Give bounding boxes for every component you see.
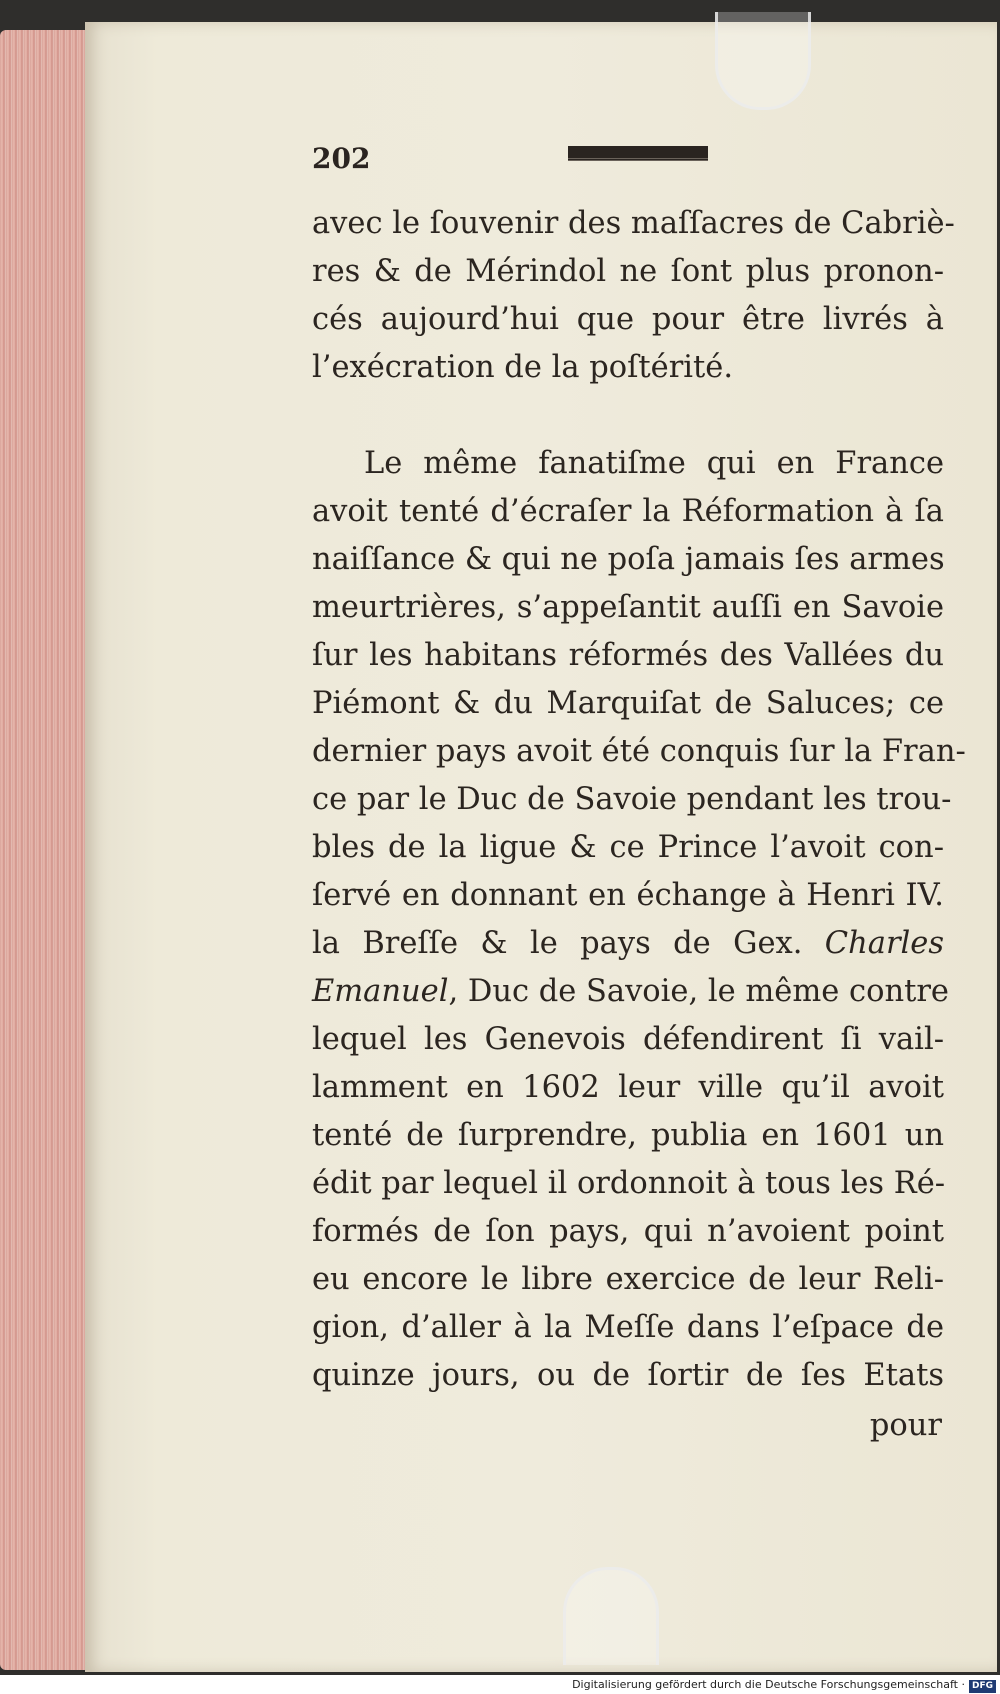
text-line: dernier pays avoit été conquis ſur la Fran- [312,734,966,769]
page-clip-top [715,12,811,110]
text-line: gion, d’aller à la Meſſe dans l’eſpace de [312,1310,944,1345]
text-line: bles de la ligue & ce Prince l’avoit con- [312,830,944,865]
text-line: eu encore le libre exercice de leur Reli- [312,1262,944,1297]
header-ornament [568,146,708,161]
dfg-logo-icon: DFG [969,1680,996,1693]
text-line: ce par le Duc de Savoie pendant les trou- [312,782,952,817]
catchword: pour [869,1408,942,1443]
text-line: tenté de ſurprendre, publia en 1601 un [312,1118,944,1153]
text-line: meurtrières, s’appeſantit auſſi en Savoie [312,590,944,625]
text-line: avec le ſouvenir des maſſacres de Cabriè- [312,206,955,241]
digitization-footer [0,1675,1000,1694]
text-line: Piémont & du Marquiſat de Saluces; ce [312,686,944,721]
text-line: ſervé en donnant en échange à Henri IV. [312,878,944,913]
page-clip-bottom [563,1567,659,1665]
text-line: Le même fanatiſme qui en France [364,446,944,481]
text-line: la Breſſe & le pays de Gex. Charles [312,926,944,961]
text-line: quinze jours, ou de ſortir de ſes Etats [312,1358,944,1393]
text-line: formés de ſon pays, qui n’avoient point [312,1214,944,1249]
text-line: avoit tenté d’écraſer la Réformation à ſa [312,494,944,529]
footer-credit: Digitalisierung gefördert durch die Deutsche Forschungsgemeinschaft · [572,1678,965,1691]
text-line: lequel les Genevois défendirent ſi vail- [312,1022,944,1057]
text-line: Emanuel, Duc de Savoie, le même contre [312,974,949,1009]
page-number: 202 [312,142,371,175]
page-edges [0,30,95,1670]
text-line: l’exécration de la poſtérité. [312,350,734,385]
text-line: res & de Mérindol ne ſont plus pronon- [312,254,944,289]
text-line: ſur les habitans réformés des Vallées du [312,638,944,673]
paragraph-gap [312,392,944,440]
text-line: naiſſance & qui ne poſa jamais ſes armes [312,542,945,577]
text-line: édit par lequel il ordonnoit à tous les Ré- [312,1166,946,1201]
text-line: lamment en 1602 leur ville qu’il avoit [312,1070,944,1105]
text-line: cés aujourd’hui que pour être livrés à [312,302,944,337]
body-text [312,200,966,1400]
page-header [312,142,942,182]
